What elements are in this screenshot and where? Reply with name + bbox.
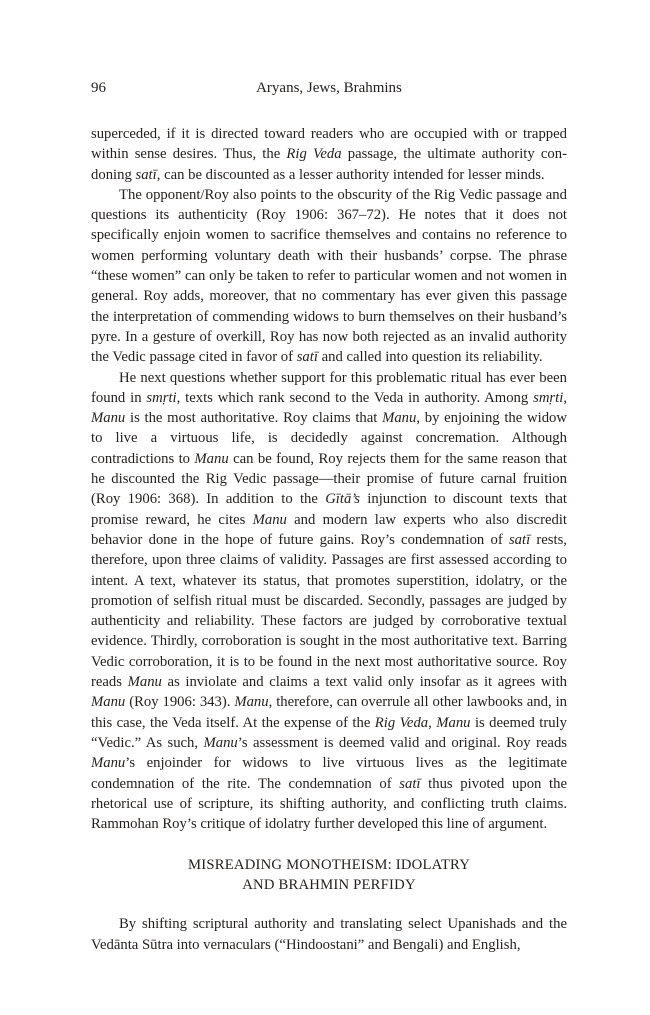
paragraph: [91, 185, 567, 368]
italic-term: Manu: [194, 450, 229, 467]
text-run: , therefore, can overrule all other lawbooks and, in this case, the Veda itself. At the expense of the: [91, 694, 567, 731]
page-number: 96: [91, 80, 106, 96]
italic-term: Manu: [91, 410, 126, 427]
text-run: (Roy 1906: 343).: [125, 694, 235, 711]
italic-term: smṛti: [533, 389, 564, 406]
text-run: The opponent/Roy also points to the obscurity of the Rig Vedic passage and questions its authenticity (Roy 1906: 367–72). He notes that it does not specifically enjoin women to sacrifice themselves and contains no reference to women performing voluntary death with their husbands’ corpse. The phrase “these women” can only be taken to refer to particular women and not women in general. Roy adds, moreover, that no commentary has ever given this passage the interpretation of commending widows to burn themselves on their husband’s pyre. In a gesture of overkill, Roy has now both rejected as an invalid authority the Vedic passage cited in favor of: [91, 186, 567, 366]
text-run: injunction to discount texts that promise reward, he cites: [91, 491, 567, 528]
text-run: , by enjoining the widow to live a virtuous life, is decidedly against concremation. Although contradictions to: [91, 410, 567, 467]
text-run: and modern law experts who also discredit behavior done in the hope of future gains. Roy’s condemnation of: [91, 511, 567, 548]
text-run: rests, therefore, upon three claims of validity. Passages are first assessed according to intent. A text, whatever its status, that promotes superstition, idolatry, or the promotion of selfish ritual must be discarded. Secondly, passages are judged by authenticity and reliability. These factors are judged by corroborative textual evidence. Thirdly, corroboration is sought in the most authoritative text. Barring Vedic corroboration, it is to be found in the next most authoritative source. Roy reads: [91, 531, 567, 691]
italic-term: satī: [135, 166, 157, 183]
book-page: [91, 76, 567, 955]
section-heading-line-2: AND BRAHMIN PERFIDY: [242, 877, 416, 894]
italic-term: smṛti: [146, 389, 177, 406]
text-run: ,: [428, 714, 437, 731]
text-run: can be found, Roy rejects them for the same reason that he discounted the Rig Vedic passage—their promise of future carnal fruition (Roy 1906: 368). In addition to the: [91, 450, 567, 508]
italic-term: Manu: [127, 674, 162, 691]
italic-term: Gītā’s: [325, 491, 361, 508]
paragraph: [91, 368, 567, 835]
italic-term: Manu: [91, 694, 126, 711]
section-heading-line-1: MISREADING MONOTHEISM: IDOLATRY: [188, 857, 470, 874]
italic-term: Manu: [234, 694, 269, 711]
italic-term: Manu: [382, 410, 417, 427]
text-run: as inviolate and claims a text valid only insofar as it agrees with: [161, 674, 567, 691]
text-run: is deemed truly “Vedic.” As such,: [91, 714, 567, 751]
paragraph: [91, 914, 567, 955]
italic-term: Rig Veda: [286, 146, 342, 163]
text-run: , texts which rank second to the Veda in authority. Among: [176, 389, 534, 406]
section-heading: [91, 855, 567, 895]
body-text: [91, 124, 567, 955]
text-run: thus pivoted upon the rhetorical use of scripture, its shifting authority, and conflicting truth claims. Rammohan Roy’s critique of idolatry further developed this line of argument.: [91, 775, 567, 833]
text-run: He next questions whether support for this problematic ritual has ever been found in: [91, 369, 567, 406]
italic-term: satī: [296, 349, 318, 366]
paragraphs: [91, 124, 567, 834]
running-head: [91, 76, 567, 100]
text-run: is the most authoritative. Roy claims that: [125, 410, 383, 427]
text-run: By shifting scriptural authority and translating select Upanishads and the Vedānta Sūtra into vernaculars (“Hindoostani” and Bengali) and English,: [91, 916, 567, 953]
text-run: passage, the ultimate authority condoning: [91, 146, 567, 183]
text-run: , can be discounted as a lesser authority intended for lesser minds.: [156, 166, 545, 183]
italic-term: Rig Veda: [374, 714, 429, 731]
text-run: ’s assessment is deemed valid and original. Roy reads: [237, 734, 567, 751]
italic-term: satī: [399, 775, 421, 792]
text-run: ’s enjoinder for widows to live virtuous lives as the legitimate condemnation of the rite. The condemnation of: [91, 755, 567, 792]
italic-term: Manu: [252, 511, 287, 528]
text-run: superceded, if it is directed toward readers who are occupied with or trapped within sense desires. Thus, the: [91, 126, 567, 163]
paragraph: [91, 124, 567, 185]
italic-term: Manu: [203, 734, 238, 751]
running-title: Aryans, Jews, Brahmins: [256, 80, 402, 96]
closing-paragraphs: [91, 914, 567, 955]
italic-term: Manu: [91, 755, 126, 772]
italic-term: satī: [508, 531, 531, 548]
text-run: ,: [563, 389, 567, 406]
text-run: and called into question its reliability.: [317, 349, 543, 366]
italic-term: Manu: [436, 714, 471, 731]
